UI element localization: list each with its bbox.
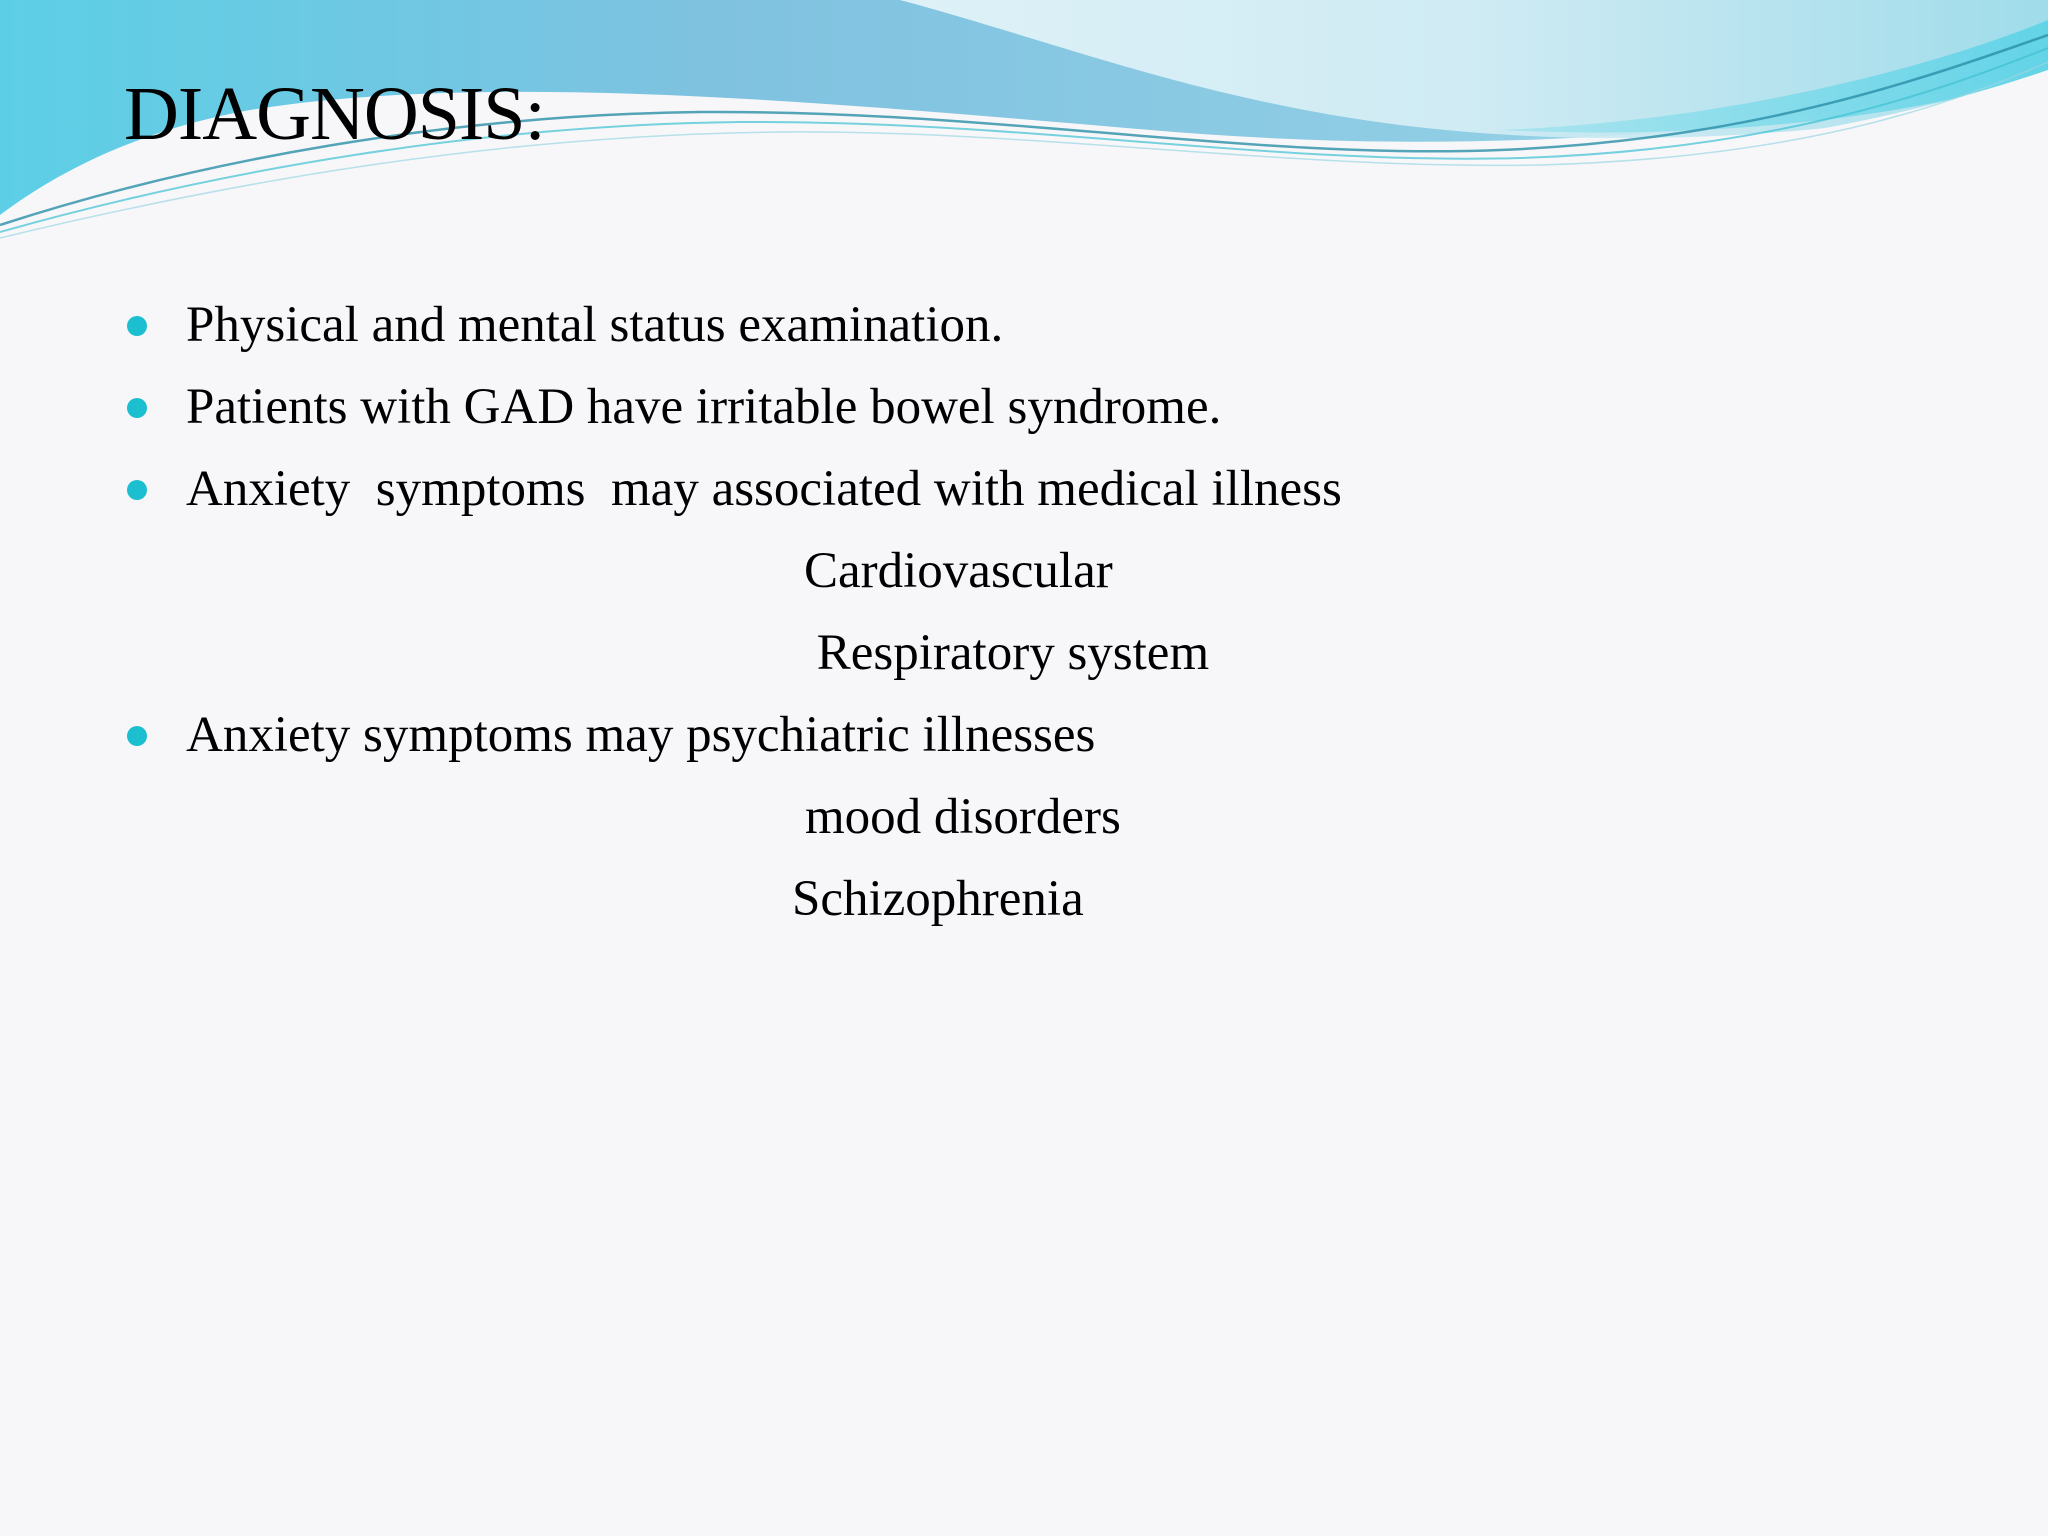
sub-item-text: Respiratory system [804, 625, 1210, 681]
slide-title: DIAGNOSIS: [124, 72, 545, 156]
bullet-icon [127, 480, 147, 500]
sub-item [124, 858, 1924, 940]
bullet-item [124, 448, 1924, 530]
sub-item-text: mood disorders [805, 789, 1121, 845]
content-list [124, 284, 1924, 940]
bullet-text: Anxiety symptoms may associated with medical illness [186, 461, 1342, 517]
sub-item-text: Schizophrenia [792, 871, 1084, 927]
bullet-icon [127, 316, 147, 336]
sub-item-text: Cardiovascular [804, 543, 1113, 599]
bullet-item [124, 284, 1924, 366]
bullet-text: Patients with GAD have irritable bowel syndrome. [186, 379, 1222, 435]
bullet-icon [127, 398, 147, 418]
sub-item [124, 776, 1924, 858]
bullet-item [124, 366, 1924, 448]
bullet-icon [127, 726, 147, 746]
bullet-text: Anxiety symptoms may psychiatric illnesses [186, 707, 1096, 763]
sub-item [124, 530, 1924, 612]
sub-item [124, 612, 1924, 694]
bullet-text: Physical and mental status examination. [186, 297, 1004, 353]
bullet-item [124, 694, 1924, 776]
